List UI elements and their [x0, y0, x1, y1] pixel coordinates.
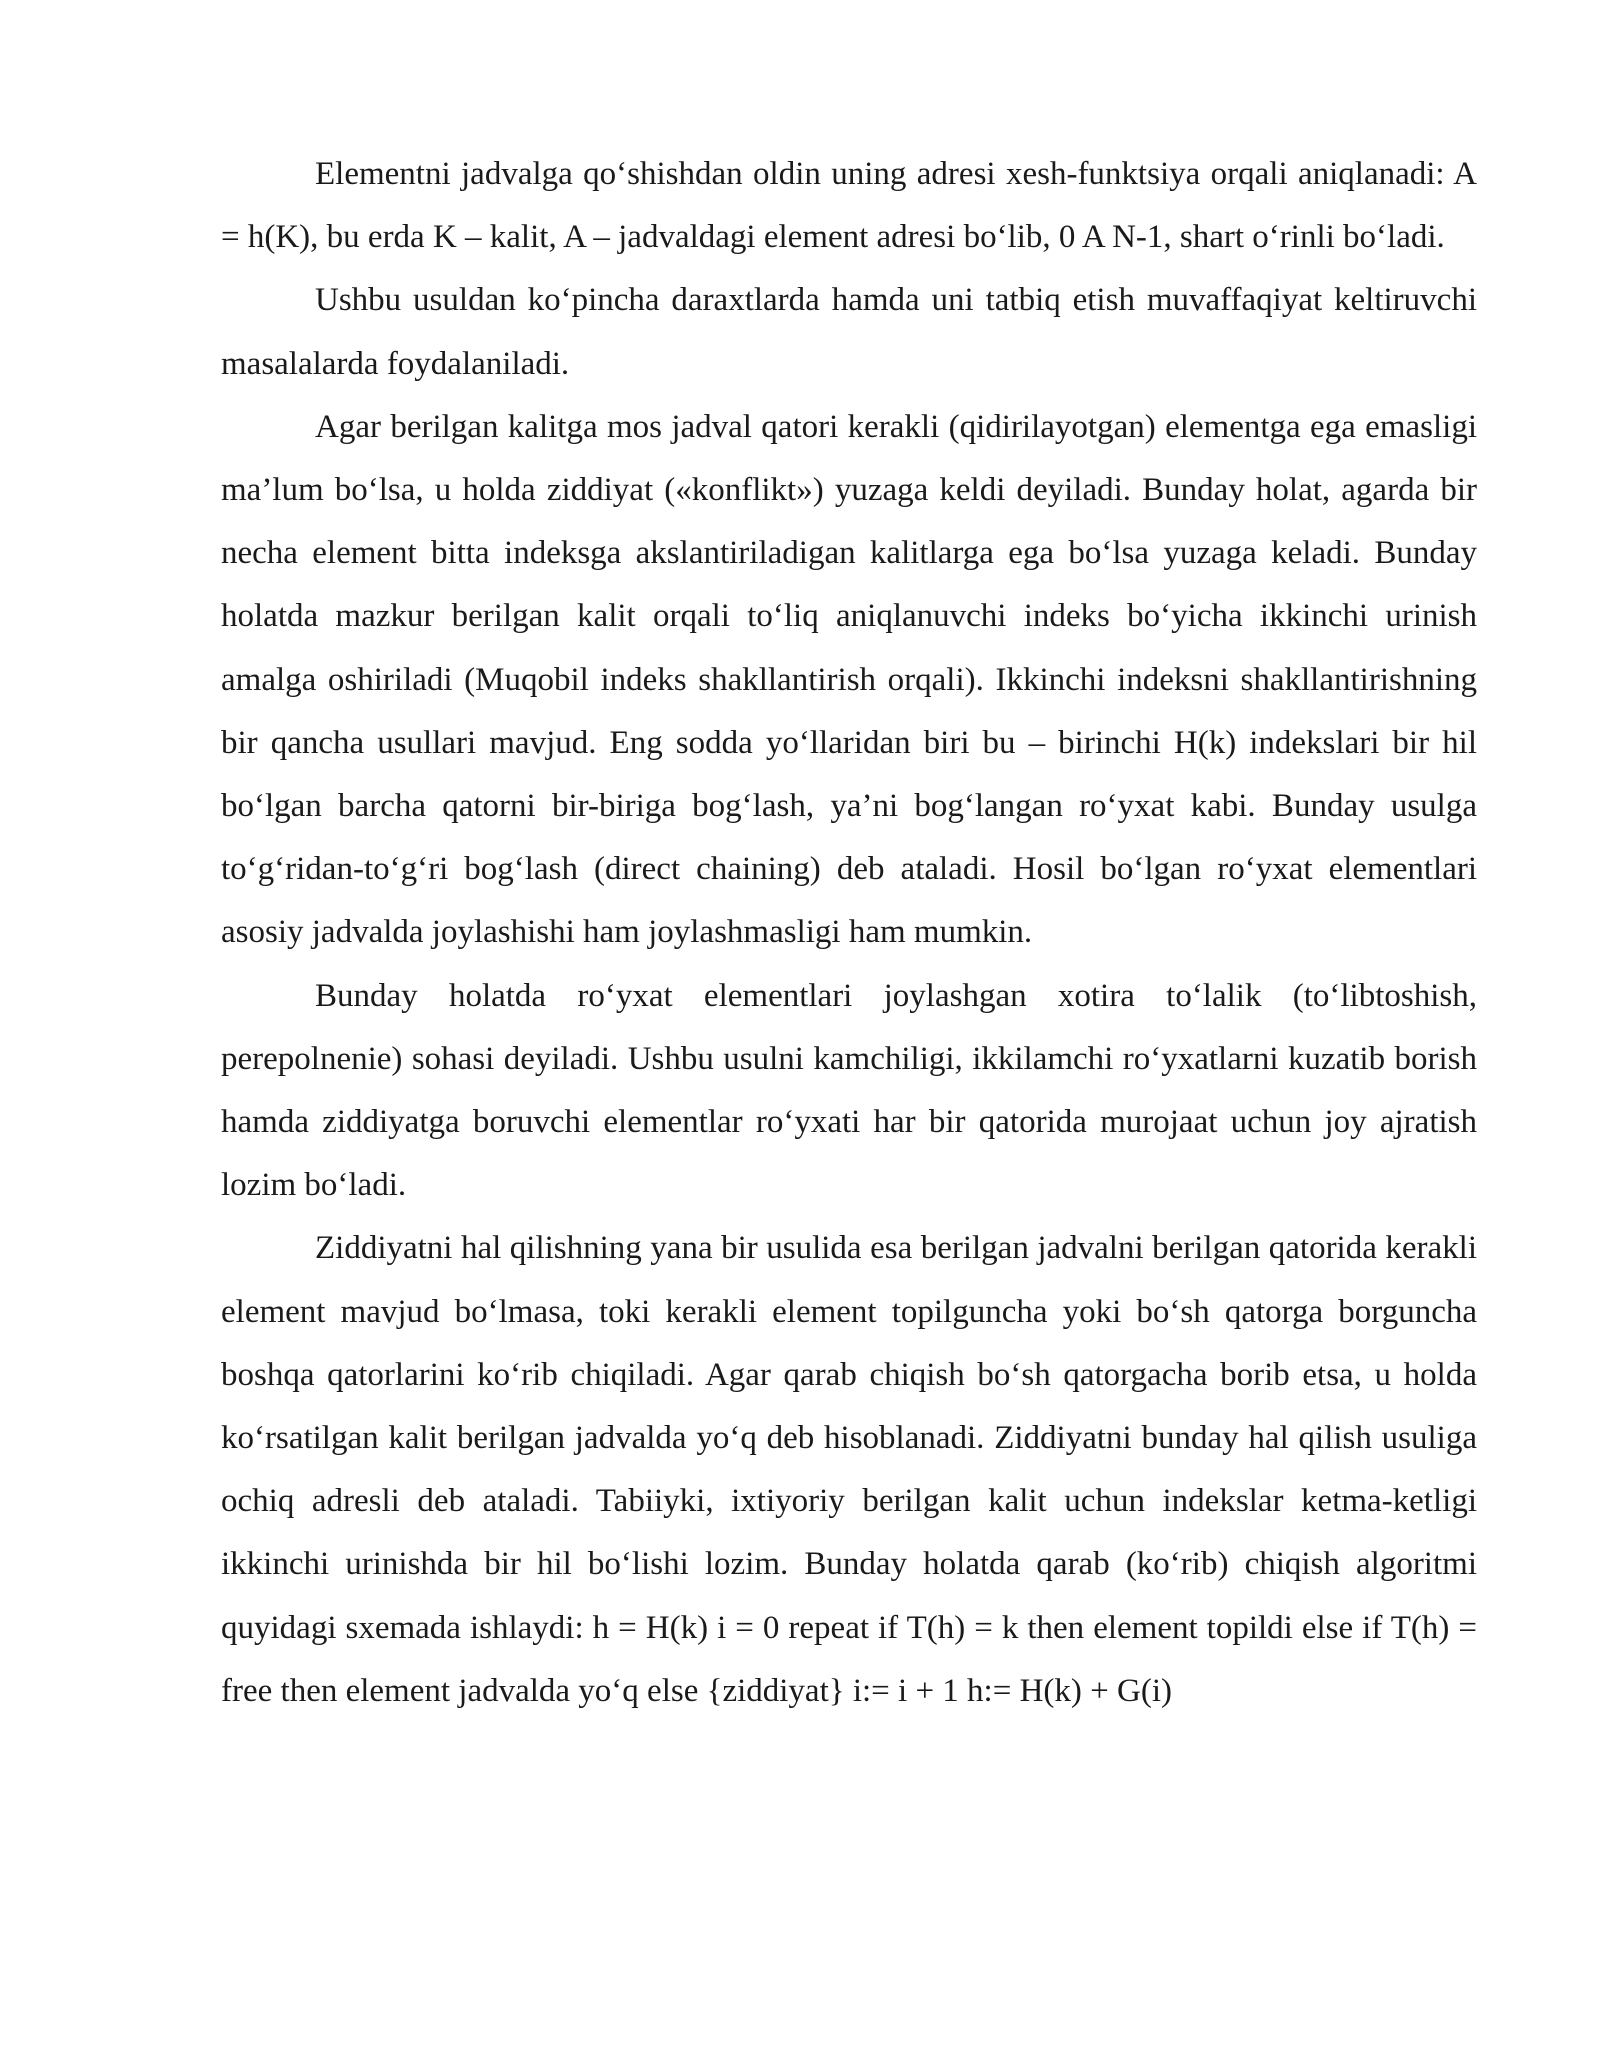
paragraph-1: Elementni jadvalga qo‘shishdan oldin uning adresi xesh-funktsiya orqali aniqlanadi: A = h(K), bu erda K – kalit, A – jadvaldagi element adresi bo‘lib, 0 A N-1, shart o‘rinli bo‘ladi. — [221, 156, 1477, 256]
document-body — [221, 143, 1477, 1723]
paragraph-4: Bunday holatda ro‘yxat elementlari joylashgan xotira to‘lalik (to‘libtoshish, perepolnenie) sohasi deyiladi. Ushbu usulni kamchiligi, ikkilamchi ro‘yxatlarni kuzatib borish hamda ziddiyatga boruvchi elementlar ro‘yxati har bir qatorida murojaat uchun joy ajratish lozim bo‘ladi. — [221, 977, 1477, 1204]
paragraph-5: Ziddiyatni hal qilishning yana bir usulida esa berilgan jadvalni berilgan qatorida kerakli element mavjud bo‘lmasa, toki kerakli element topilguncha yoki bo‘sh qatorga borguncha boshqa qatorlarini ko‘rib chiqiladi. Agar qarab chiqish bo‘sh qatorgacha borib etsa, u holda ko‘rsatilgan kalit berilgan jadvalda yo‘q deb hisoblanadi. Ziddiyatni bunday hal qilish usuliga ochiq adresli deb ataladi. Tabiiyki, ixtiyoriy berilgan kalit uchun indekslar ketma-ketligi ikkinchi urinishda bir hil bo‘lishi lozim. Bunday holatda qarab (ko‘rib) chiqish algoritmi quyidagi sxemada ishlaydi: h = H(k) i = 0 repeat if T(h) = k then element topildi else if T(h) = free then element jadvalda yo‘q else {ziddiyat} i:= i + 1 h:= H(k) + G(i) — [221, 1230, 1477, 1709]
paragraph-2: Ushbu usuldan ko‘pincha daraxtlarda hamda uni tatbiq etish muvaffaqiyat keltiruvchi masalalarda foydalaniladi. — [221, 282, 1477, 382]
paragraph-3: Agar berilgan kalitga mos jadval qatori kerakli (qidirilayotgan) elementga ega emasligi ma’lum bo‘lsa, u holda ziddiyat («konflikt») yuzaga keldi deyiladi. Bunday holat, agarda bir necha element bitta indeksga akslantiriladigan kalitlarga ega bo‘lsa yuzaga keladi. Bunday holatda mazkur berilgan kalit orqali to‘liq aniqlanuvchi indeks bo‘yicha ikkinchi urinish amalga oshiriladi (Muqobil indeks shakllantirish orqali). Ikkinchi indeksni shakllantirishning bir qancha usullari mavjud. Eng sodda yo‘llaridan biri bu – birinchi H(k) indekslari bir hil bo‘lgan barcha qatorni bir-biriga bog‘lash, ya’ni bog‘langan ro‘yxat kabi. Bunday usulga to‘g‘ridan-to‘g‘ri bog‘lash (direct chaining) deb ataladi. Hosil bo‘lgan ro‘yxat elementlari asosiy jadvalda joylashishi ham joylashmasligi ham mumkin. — [221, 408, 1477, 951]
